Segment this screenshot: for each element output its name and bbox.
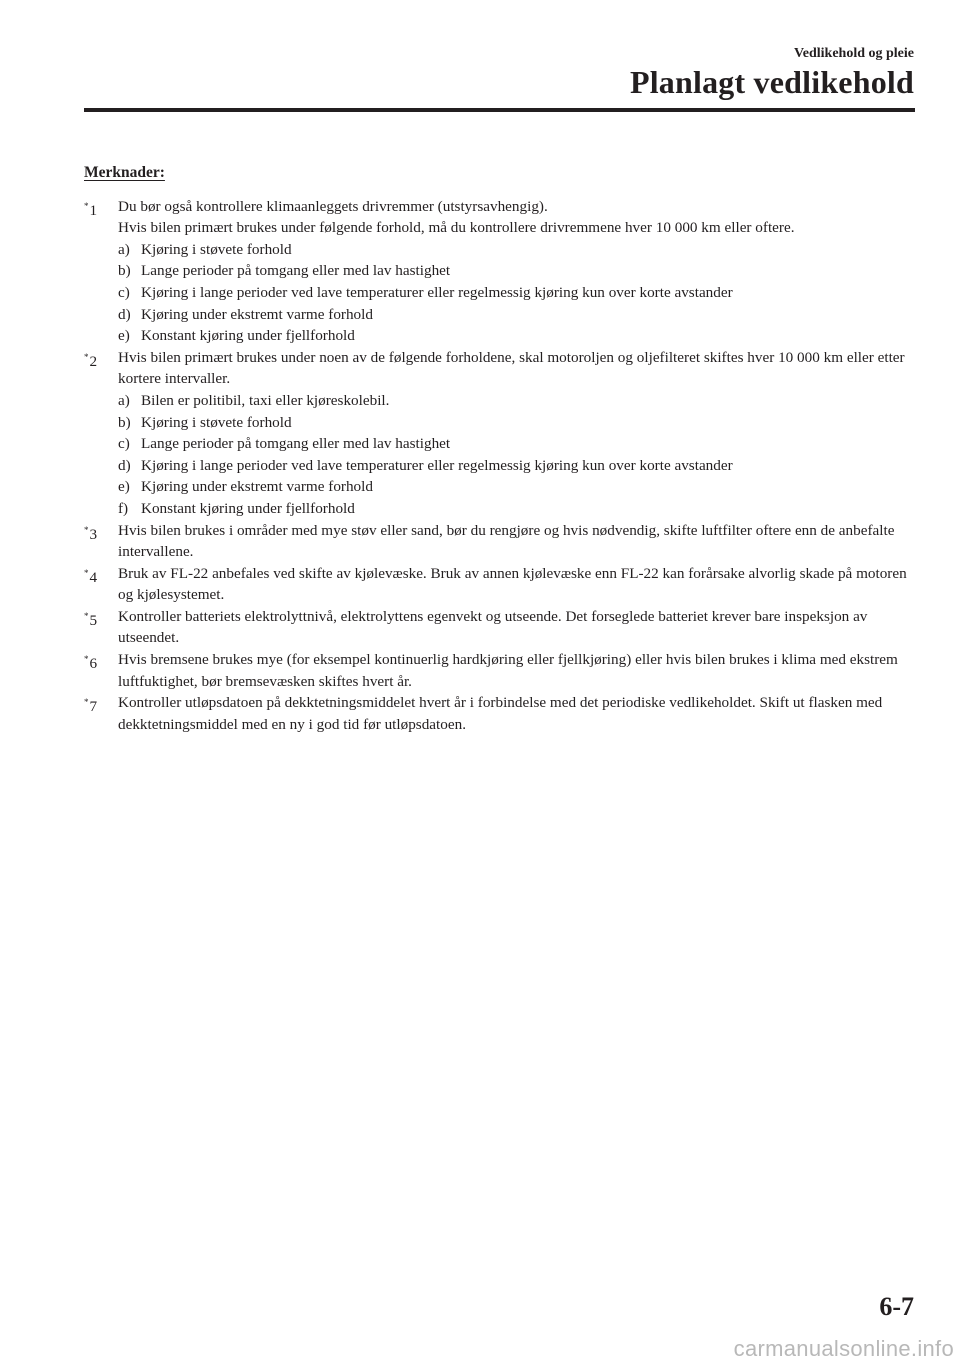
notes-content [84, 162, 914, 735]
note-text: Hvis bremsene brukes mye (for eksempel kontinuerlig hardkjøring eller fjellkjøring) eller hvis bilen brukes i klima med ekstrem luftfuktighet, bør bremsevæsken skiftes hvert år. [118, 651, 898, 690]
note-number [84, 606, 118, 649]
note-body [118, 649, 914, 692]
note-text: Du bør også kontrollere klimaanleggets drivremmer (utstyrsavhengig). [118, 197, 548, 215]
list-item-label: c) [118, 435, 130, 453]
list-item-text: Kjøring i lange perioder ved lave temperaturer eller regelmessig kjøring kun over korte avstander [141, 456, 733, 474]
list-item [118, 282, 914, 304]
note-number [84, 520, 118, 563]
list-item-label: b) [118, 413, 131, 431]
list-item-text: Kjøring i lange perioder ved lave temperaturer eller regelmessig kjøring kun over korte avstander [141, 283, 733, 301]
note-body [118, 347, 914, 520]
list-item-text: Kjøring under ekstremt varme forhold [141, 478, 373, 496]
footnote-marker: * [84, 610, 89, 621]
note-number-text: 7 [89, 698, 98, 716]
list-item-label: a) [118, 240, 130, 258]
list-item [118, 239, 914, 261]
list-item [118, 325, 914, 347]
list-item [118, 498, 914, 520]
note-3 [84, 520, 914, 563]
list-item-text: Konstant kjøring under fjellforhold [141, 327, 355, 345]
list-item-label: d) [118, 456, 131, 474]
list-item-label: f) [118, 499, 129, 517]
list-item-text: Kjøring i støvete forhold [141, 413, 292, 431]
list-item [118, 304, 914, 326]
note-text: Kontroller batteriets elektrolyttnivå, elektrolyttens egenvekt og utseende. Det forseglede batteriet krever bare inspeksjon av utseendet. [118, 607, 868, 647]
footnote-marker: * [84, 524, 89, 535]
list-item [118, 476, 914, 498]
note-7 [84, 692, 914, 735]
header-rule [84, 108, 915, 112]
list-item [118, 455, 914, 477]
watermark: carmanualsonline.info [733, 1336, 954, 1361]
note-number [84, 563, 118, 606]
note-number [84, 347, 118, 520]
list-item-label: e) [118, 327, 130, 345]
note-2 [84, 347, 914, 520]
list-item-label: c) [118, 283, 130, 301]
list-item [118, 412, 914, 434]
note-6 [84, 649, 914, 692]
note-number-text: 6 [89, 655, 98, 673]
note-4 [84, 563, 914, 606]
footnote-marker: * [84, 200, 89, 211]
footnote-marker: * [84, 697, 89, 708]
footnote-marker: * [84, 351, 89, 362]
list-item-text: Kjøring i støvete forhold [141, 240, 292, 258]
note-number-text: 5 [89, 611, 98, 629]
notes-title: Merknader: [84, 164, 165, 181]
note-number [84, 649, 118, 692]
note-number [84, 196, 118, 347]
note-number-text: 1 [89, 201, 98, 219]
note-number-text: 4 [89, 568, 98, 586]
list-item-label: e) [118, 478, 130, 496]
page-number: 6-7 [879, 1292, 914, 1321]
note-body [118, 692, 914, 735]
notes-list [84, 196, 914, 736]
note-text: Bruk av FL-22 anbefales ved skifte av kjølevæske. Bruk av annen kjølevæske enn FL-22 kan forårsake alvorlig skade på motoren og kjølesystemet. [118, 564, 907, 604]
list-item-label: d) [118, 305, 131, 323]
footnote-marker: * [84, 654, 89, 665]
list-item-label: b) [118, 262, 131, 280]
note-number-text: 3 [89, 525, 98, 543]
note-body [118, 196, 914, 347]
note-body [118, 520, 914, 563]
section-name: Vedlikehold og pleie [793, 46, 914, 61]
page-title: Planlagt vedlikehold [629, 64, 914, 100]
note-number-text: 2 [89, 352, 98, 370]
note-5 [84, 606, 914, 649]
note-1 [84, 196, 914, 347]
note-text: Hvis bilen primært brukes under følgende forhold, må du kontrollere drivremmene hver 10 000 km eller oftere. [118, 219, 795, 237]
note-text: Kontroller utløpsdatoen på dekktetningsmiddelet hvert år i forbindelse med det periodiske vedlikeholdet. Skift ut flasken med dekktetningsmiddel med en ny i god tid før utløpsdatoen. [118, 694, 883, 733]
list-item [118, 433, 914, 455]
note-body [118, 606, 914, 649]
footnote-marker: * [84, 567, 89, 578]
list-item-text: Bilen er politibil, taxi eller kjøreskolebil. [141, 391, 390, 409]
note-body [118, 563, 914, 606]
note-text: Hvis bilen brukes i områder med mye støv eller sand, bør du rengjøre og hvis nødvendig, skifte luftfilter oftere enn de anbefalte intervallene. [118, 521, 895, 561]
list-item-label: a) [118, 391, 130, 409]
list-item-text: Kjøring under ekstremt varme forhold [141, 305, 373, 323]
list-item-text: Lange perioder på tomgang eller med lav hastighet [141, 262, 451, 280]
note-text: Hvis bilen primært brukes under noen av de følgende forholdene, skal motoroljen og oljefilteret skiftes hver 10 000 km eller etter kortere intervaller. [118, 348, 905, 388]
list-item-text: Konstant kjøring under fjellforhold [141, 499, 355, 517]
list-item [118, 390, 914, 412]
list-item-text: Lange perioder på tomgang eller med lav hastighet [141, 435, 451, 453]
note-number [84, 692, 118, 735]
list-item [118, 260, 914, 282]
